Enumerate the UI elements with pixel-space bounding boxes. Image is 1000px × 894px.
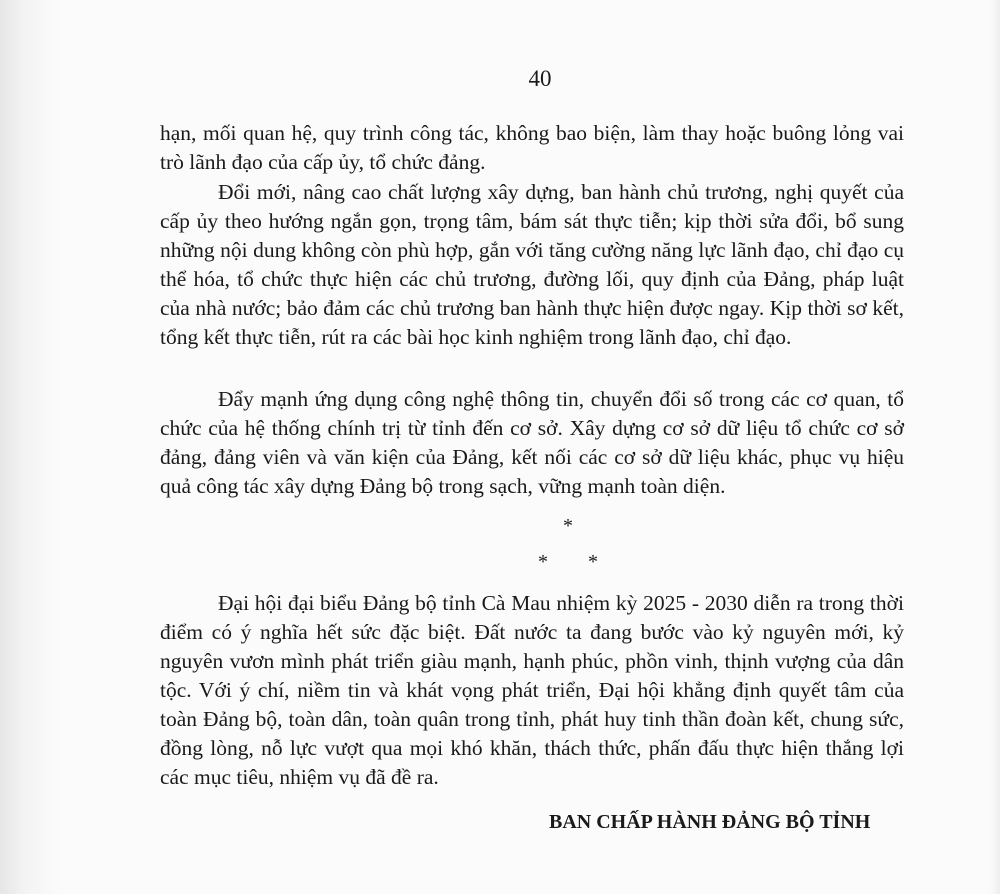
separator-star-top: * — [563, 515, 573, 537]
paragraph-1: hạn, mối quan hệ, quy trình công tác, không bao biện, làm thay hoặc buông lỏng vai trò lãnh đạo của cấp ủy, tổ chức đảng. — [160, 121, 904, 174]
page-number: 40 — [528, 66, 552, 91]
paragraph-4: Đại hội đại biểu Đảng bộ tỉnh Cà Mau nhiệm kỳ 2025 - 2030 diễn ra trong thời điểm có ý nghĩa hết sức đặc biệt. Đất nước ta đang bước vào kỷ nguyên mới, kỷ nguyên vươn mình phát triển giàu mạnh, hạnh phúc, phồn vinh, thịnh vượng của dân tộc. Với ý chí, niềm tin và khát vọng phát triển, Đại hội khẳng định quyết tâm của toàn Đảng bộ, toàn dân, toàn quân trong tỉnh, phát huy tinh thần đoàn kết, chung sức, đồng lòng, nỗ lực vượt qua mọi khó khăn, thách thức, phấn đấu thực hiện thắng lợi các mục tiêu, nhiệm vụ đã đề ra. — [160, 591, 904, 789]
separator-star-left: * — [538, 551, 548, 573]
paragraph-3: Đẩy mạnh ứng dụng công nghệ thông tin, chuyển đổi số trong các cơ quan, tổ chức của hệ thống chính trị từ tỉnh đến cơ sở. Xây dựng cơ sở dữ liệu tổ chức cơ sở đảng, đảng viên và văn kiện của Đảng, kết nối các cơ sở dữ liệu khác, phục vụ hiệu quả công tác xây dựng Đảng bộ trong sạch, vững mạnh toàn diện. — [160, 387, 904, 498]
scan-edge-shadow-right — [990, 0, 1000, 894]
signature-block: BAN CHẤP HÀNH ĐẢNG BỘ TỈNH — [549, 811, 871, 833]
scan-edge-shadow — [0, 0, 60, 894]
paragraph-2: Đổi mới, nâng cao chất lượng xây dựng, ban hành chủ trương, nghị quyết của cấp ủy theo hướng ngắn gọn, trọng tâm, bám sát thực tiễn; kịp thời sửa đổi, bổ sung những nội dung không còn phù hợp, gắn với tăng cường năng lực lãnh đạo, chỉ đạo cụ thể hóa, tổ chức thực hiện các chủ trương, đường lối, quy định của Đảng, pháp luật của nhà nước; bảo đảm các chủ trương ban hành thực hiện được ngay. Kịp thời sơ kết, tổng kết thực tiễn, rút ra các bài học kinh nghiệm trong lãnh đạo, chỉ đạo. — [160, 180, 904, 349]
separator-star-right: * — [588, 551, 598, 573]
